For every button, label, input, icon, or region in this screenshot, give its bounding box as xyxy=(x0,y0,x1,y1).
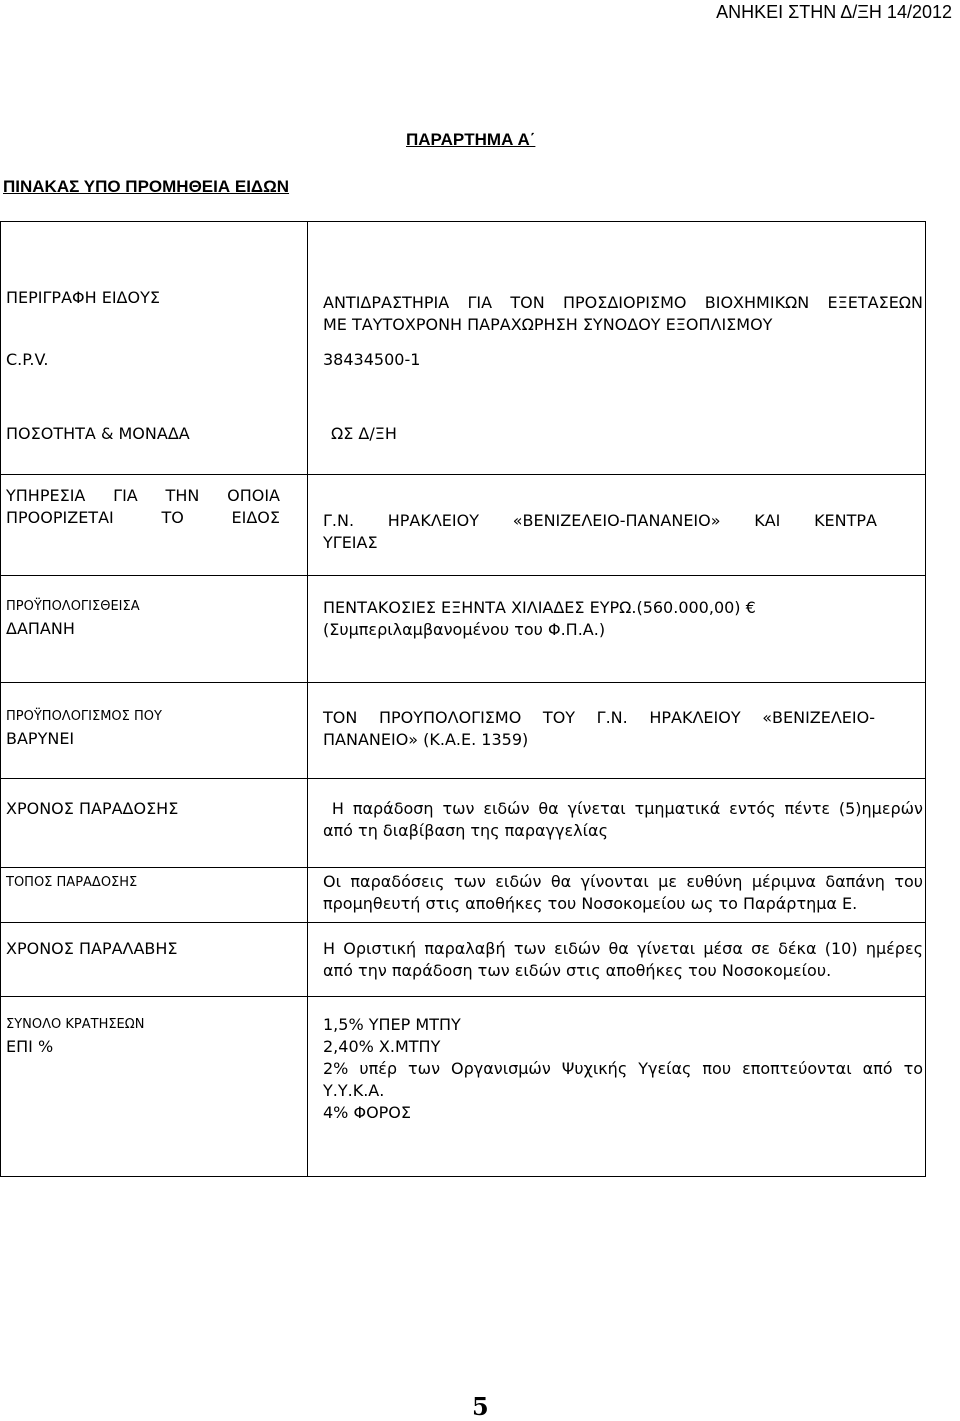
label-cpv: C.P.V. xyxy=(6,350,49,369)
value-line: 4% ΦΟΡΟΣ xyxy=(323,1103,412,1122)
value-line: (Συμπεριλαμβανομένου του Φ.Π.Α.) xyxy=(323,620,606,639)
row-divider xyxy=(1,682,925,683)
value-line: 2,40% Χ.ΜΤΠΥ xyxy=(323,1037,441,1056)
row-divider xyxy=(1,867,925,868)
value-line: Υ.Υ.Κ.Α. xyxy=(323,1081,385,1100)
row-divider xyxy=(1,575,925,576)
value-line: ΑΝΤΙΔΡΑΣΤΗΡΙΑ ΓΙΑ ΤΟΝ ΠΡΟΣΔΙΟΡΙΣΜΟ ΒΙΟΧΗΜΙΚΩΝ ΕΞΕΤΑΣΕΩΝ xyxy=(323,293,923,312)
annex-title: ΠΑΡΑΡΤΗΜΑ Α΄ xyxy=(406,130,536,149)
value-line: Οι παραδόσεις των ειδών θα γίνονται με ευθύνη μέριμνα δαπάνη του xyxy=(323,872,923,891)
column-divider xyxy=(307,222,308,1176)
row-divider xyxy=(1,996,925,997)
value-line: ΠΕΝΤΑΚΟΣΙΕΣ ΕΞΗΝΤΑ ΧΙΛΙΑΔΕΣ ΕΥΡΩ.(560.000,00) € xyxy=(323,598,756,617)
value-line: ΥΓΕΙΑΣ xyxy=(323,533,378,552)
value-delivery-place xyxy=(323,871,923,915)
value-line: ΤΟΝ ΠΡΟΥΠΟΛΟΓΙΣΜΟ ΤΟΥ Γ.Ν. ΗΡΑΚΛΕΙΟΥ «ΒΕΝΙΖΕΛΕΙΟ- xyxy=(323,708,875,727)
row-divider xyxy=(1,922,925,923)
label-acceptance-time: ΧΡΟΝΟΣ ΠΑΡΑΛΑΒΗΣ xyxy=(6,939,178,958)
label-deductions xyxy=(6,1014,296,1058)
row-divider xyxy=(1,778,925,779)
value-description xyxy=(323,292,923,336)
value-line: 2% υπέρ των Οργανισμών Ψυχικής Υγείας που εποπτεύονται από το xyxy=(323,1059,923,1078)
value-quantity: ΩΣ Δ/ΞΗ xyxy=(331,424,397,443)
value-acceptance-time xyxy=(323,938,923,982)
value-line: Η Οριστική παραλαβή των ειδών θα γίνεται μέσα σε δέκα (10) ημέρες xyxy=(323,939,923,958)
value-line: 1,5% ΥΠΕΡ ΜΤΠΥ xyxy=(323,1015,461,1034)
value-line: από την παράδοση των ειδών στις αποθήκες του Νοσοκομείου. xyxy=(323,961,832,980)
page-number: 5 xyxy=(472,1392,489,1421)
value-line: ΜΕ ΤΑΥΤΟΧΡΟΝΗ ΠΑΡΑΧΩΡΗΣΗ ΣΥΝΟΔΟΥ ΕΞΟΠΛΙΣΜΟΥ xyxy=(323,315,773,334)
label-delivery-time: ΧΡΟΝΟΣ ΠΑΡΑΔΟΣΗΣ xyxy=(6,799,179,818)
label-line: ΣΥΝΟΛΟ ΚΡΑΤΗΣΕΩΝ xyxy=(6,1017,145,1032)
value-line: ΠΑΝΑΝΕΙΟ» (Κ.Α.Ε. 1359) xyxy=(323,730,529,749)
value-charged-budget xyxy=(323,707,875,751)
label-quantity: ΠΟΣΟΤΗΤΑ & ΜΟΝΑΔΑ xyxy=(6,424,190,443)
label-service xyxy=(6,485,280,529)
value-deductions xyxy=(323,1014,923,1124)
label-budget xyxy=(6,596,296,640)
label-charged-budget xyxy=(6,706,296,750)
label-delivery-place: ΤΟΠΟΣ ΠΑΡΑΔΟΣΗΣ xyxy=(6,875,138,890)
value-cpv: 38434500-1 xyxy=(323,350,421,369)
row-divider xyxy=(1,474,925,475)
value-line: Η παράδοση των ειδών θα γίνεται τμηματικά εντός πέντε (5)ημερών xyxy=(323,799,923,818)
value-line: προμηθευτή στις αποθήκες του Νοσοκομείου ως το Παράρτημα Ε. xyxy=(323,894,858,913)
label-line: ΒΑΡΥΝΕΙ xyxy=(6,729,75,748)
label-line: ΔΑΠΑΝΗ xyxy=(6,619,75,638)
value-budget xyxy=(323,597,923,641)
specification-table xyxy=(0,221,926,1177)
document-reference: ΑΝΗΚΕΙ ΣΤΗΝ Δ/ΞΗ 14/2012 xyxy=(716,2,952,22)
value-delivery-time xyxy=(323,798,923,842)
value-service xyxy=(323,510,877,554)
label-description: ΠΕΡΙΓΡΑΦΗ ΕΙΔΟΥΣ xyxy=(6,288,160,307)
value-line: Γ.Ν. ΗΡΑΚΛΕΙΟΥ «ΒΕΝΙΖΕΛΕΙΟ-ΠΑΝΑΝΕΙΟ» ΚΑΙ ΚΕΝΤΡΑ xyxy=(323,511,877,530)
label-line: ΥΠΗΡΕΣΙΑ ΓΙΑ ΤΗΝ ΟΠΟΙΑ xyxy=(6,486,280,505)
label-line: ΠΡΟΫΠΟΛΟΓΙΣΜΟΣ ΠΟΥ xyxy=(6,709,162,724)
label-line: ΠΡΟΫΠΟΛΟΓΙΣΘΕΙΣΑ xyxy=(6,599,140,614)
table-title: ΠΙΝΑΚΑΣ ΥΠΟ ΠΡΟΜΗΘΕΙΑ ΕΙΔΩΝ xyxy=(3,177,290,196)
value-line: από τη διαβίβαση της παραγγελίας xyxy=(323,821,608,840)
label-line: ΠΡΟΟΡΙΖΕΤΑΙ ΤΟ ΕΙΔΟΣ xyxy=(6,508,280,527)
label-line: ΕΠΙ % xyxy=(6,1037,54,1056)
